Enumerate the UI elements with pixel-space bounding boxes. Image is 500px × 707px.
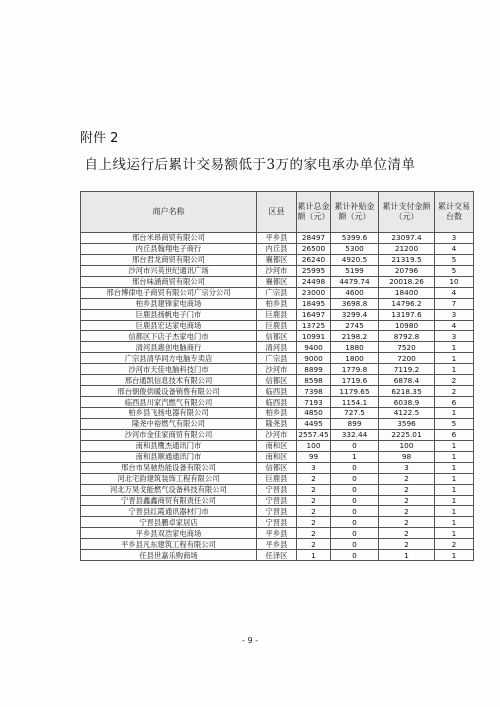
cell-subsidy-amount: 1 bbox=[331, 451, 379, 462]
cell-district: 南和区 bbox=[257, 440, 297, 451]
cell-total-amount: 2 bbox=[297, 517, 331, 528]
table-row bbox=[81, 495, 474, 506]
cell-paid-amount: 6038.9 bbox=[379, 397, 435, 408]
cell-subsidy-amount: 1880 bbox=[331, 342, 379, 353]
table-row bbox=[81, 342, 474, 353]
table-row bbox=[81, 462, 474, 473]
cell-district: 宁晋县 bbox=[257, 506, 297, 517]
cell-transaction-count: 1 bbox=[435, 495, 474, 506]
table-row bbox=[81, 397, 474, 408]
cell-paid-amount: 2 bbox=[379, 495, 435, 506]
cell-merchant-name: 沙河市金佳家商贸有限公司 bbox=[81, 429, 257, 440]
cell-total-amount: 18495 bbox=[297, 298, 331, 309]
cell-district: 襄都区 bbox=[257, 254, 297, 265]
cell-transaction-count: 4 bbox=[435, 320, 474, 331]
cell-merchant-name: 邢台君龙商贸有限公司 bbox=[81, 254, 257, 265]
table-row bbox=[81, 298, 474, 309]
cell-district: 广宗县 bbox=[257, 353, 297, 364]
table-row bbox=[81, 320, 474, 331]
cell-paid-amount: 18400 bbox=[379, 287, 435, 298]
cell-total-amount: 1 bbox=[297, 550, 331, 561]
cell-subsidy-amount: 0 bbox=[331, 462, 379, 473]
cell-subsidy-amount: 5399.6 bbox=[331, 233, 379, 244]
cell-merchant-name: 沙河市兴英世纪通讯广场 bbox=[81, 265, 257, 276]
cell-district: 信都区 bbox=[257, 462, 297, 473]
cell-total-amount: 2 bbox=[297, 473, 331, 484]
cell-transaction-count: 1 bbox=[435, 408, 474, 419]
table-row bbox=[81, 233, 474, 244]
header-paid-amount: 累计支付金额（元） bbox=[379, 192, 435, 233]
cell-paid-amount: 2 bbox=[379, 539, 435, 550]
cell-transaction-count: 2 bbox=[435, 386, 474, 397]
cell-transaction-count: 2 bbox=[435, 539, 474, 550]
cell-district: 平乡县 bbox=[257, 528, 297, 539]
cell-paid-amount: 2225.01 bbox=[379, 429, 435, 440]
cell-district: 任泽区 bbox=[257, 550, 297, 561]
table-row bbox=[81, 440, 474, 451]
table-row bbox=[81, 528, 474, 539]
cell-total-amount: 16497 bbox=[297, 309, 331, 320]
cell-paid-amount: 8792.8 bbox=[379, 331, 435, 342]
table-row bbox=[81, 309, 474, 320]
cell-total-amount: 2 bbox=[297, 495, 331, 506]
cell-paid-amount: 14796.2 bbox=[379, 298, 435, 309]
cell-district: 信都区 bbox=[257, 331, 297, 342]
cell-paid-amount: 2 bbox=[379, 517, 435, 528]
cell-transaction-count: 1 bbox=[435, 528, 474, 539]
table-row bbox=[81, 506, 474, 517]
table-row bbox=[81, 550, 474, 561]
cell-transaction-count: 3 bbox=[435, 309, 474, 320]
cell-merchant-name: 宁晋县鑫鑫商贸有限责任公司 bbox=[81, 495, 257, 506]
cell-merchant-name: 任县世嘉乐购商场 bbox=[81, 550, 257, 561]
cell-merchant-name: 邢台味涵商贸有限公司 bbox=[81, 276, 257, 287]
cell-total-amount: 24498 bbox=[297, 276, 331, 287]
cell-district: 宁晋县 bbox=[257, 495, 297, 506]
cell-transaction-count: 6 bbox=[435, 429, 474, 440]
cell-district: 巨鹿县 bbox=[257, 473, 297, 484]
cell-district: 隆尧县 bbox=[257, 418, 297, 429]
cell-paid-amount: 7119.2 bbox=[379, 364, 435, 375]
cell-paid-amount: 2 bbox=[379, 506, 435, 517]
cell-district: 沙河市 bbox=[257, 429, 297, 440]
cell-subsidy-amount: 1800 bbox=[331, 353, 379, 364]
cell-transaction-count: 4 bbox=[435, 243, 474, 254]
cell-transaction-count: 1 bbox=[435, 451, 474, 462]
cell-total-amount: 26240 bbox=[297, 254, 331, 265]
cell-merchant-name: 邢台博律电子商贸有限公司广宗分公司 bbox=[81, 287, 257, 298]
cell-district: 平乡县 bbox=[257, 233, 297, 244]
cell-total-amount: 100 bbox=[297, 440, 331, 451]
cell-transaction-count: 6 bbox=[435, 397, 474, 408]
cell-transaction-count: 1 bbox=[435, 484, 474, 495]
cell-district: 沙河市 bbox=[257, 265, 297, 276]
table-row bbox=[81, 517, 474, 528]
cell-paid-amount: 3596 bbox=[379, 418, 435, 429]
cell-paid-amount: 20796 bbox=[379, 265, 435, 276]
table-row bbox=[81, 418, 474, 429]
cell-subsidy-amount: 0 bbox=[331, 506, 379, 517]
table-header-row bbox=[81, 192, 474, 233]
cell-merchant-name: 南和县顺通通讯门市 bbox=[81, 451, 257, 462]
cell-merchant-name: 柏乡县飞扬电器有限公司 bbox=[81, 408, 257, 419]
cell-paid-amount: 7520 bbox=[379, 342, 435, 353]
table-row bbox=[81, 331, 474, 342]
cell-total-amount: 9400 bbox=[297, 342, 331, 353]
cell-merchant-name: 邢台朝俊供暖设备销售有限公司 bbox=[81, 386, 257, 397]
table-row bbox=[81, 484, 474, 495]
cell-subsidy-amount: 2198.2 bbox=[331, 331, 379, 342]
cell-paid-amount: 1 bbox=[379, 550, 435, 561]
table-row bbox=[81, 265, 474, 276]
cell-subsidy-amount: 1154.1 bbox=[331, 397, 379, 408]
cell-merchant-name: 平乡县凡东建筑工程有限公司 bbox=[81, 539, 257, 550]
cell-subsidy-amount: 1179.65 bbox=[331, 386, 379, 397]
cell-total-amount: 2 bbox=[297, 484, 331, 495]
cell-transaction-count: 5 bbox=[435, 418, 474, 429]
cell-district: 信都区 bbox=[257, 375, 297, 386]
cell-total-amount: 2 bbox=[297, 528, 331, 539]
cell-paid-amount: 6878.4 bbox=[379, 375, 435, 386]
cell-district: 柏乡县 bbox=[257, 408, 297, 419]
cell-district: 柏乡县 bbox=[257, 298, 297, 309]
cell-district: 襄都区 bbox=[257, 276, 297, 287]
table-row bbox=[81, 451, 474, 462]
cell-merchant-name: 隆尧中裕燃气有限公司 bbox=[81, 418, 257, 429]
cell-paid-amount: 4122.5 bbox=[379, 408, 435, 419]
cell-total-amount: 8899 bbox=[297, 364, 331, 375]
cell-total-amount: 10991 bbox=[297, 331, 331, 342]
cell-merchant-name: 沙河市天佳电脑科技门市 bbox=[81, 364, 257, 375]
cell-merchant-name: 邢台通凯信息技术有限公司 bbox=[81, 375, 257, 386]
cell-transaction-count: 4 bbox=[435, 287, 474, 298]
cell-merchant-name: 内丘县翰翔电子商行 bbox=[81, 243, 257, 254]
cell-subsidy-amount: 0 bbox=[331, 539, 379, 550]
cell-paid-amount: 98 bbox=[379, 451, 435, 462]
cell-district: 平乡县 bbox=[257, 539, 297, 550]
page-number: - 9 - bbox=[242, 636, 258, 645]
cell-paid-amount: 7200 bbox=[379, 353, 435, 364]
cell-subsidy-amount: 5300 bbox=[331, 243, 379, 254]
cell-paid-amount: 10980 bbox=[379, 320, 435, 331]
cell-paid-amount: 6218.35 bbox=[379, 386, 435, 397]
table-row bbox=[81, 473, 474, 484]
cell-merchant-name: 广宗县清华同方电脑专卖店 bbox=[81, 353, 257, 364]
cell-paid-amount: 23097.4 bbox=[379, 233, 435, 244]
cell-district: 南和区 bbox=[257, 451, 297, 462]
cell-transaction-count: 1 bbox=[435, 462, 474, 473]
table-body bbox=[81, 233, 474, 561]
cell-district: 巨鹿县 bbox=[257, 309, 297, 320]
header-total-amount: 累计总金额（元） bbox=[297, 192, 331, 233]
cell-subsidy-amount: 0 bbox=[331, 484, 379, 495]
cell-subsidy-amount: 4600 bbox=[331, 287, 379, 298]
cell-merchant-name: 信都区下店子杰家电门市 bbox=[81, 331, 257, 342]
merchant-table bbox=[80, 191, 474, 561]
cell-transaction-count: 10 bbox=[435, 276, 474, 287]
cell-paid-amount: 2 bbox=[379, 484, 435, 495]
table-row bbox=[81, 353, 474, 364]
cell-subsidy-amount: 3299.4 bbox=[331, 309, 379, 320]
table-row bbox=[81, 243, 474, 254]
cell-transaction-count: 5 bbox=[435, 265, 474, 276]
cell-merchant-name: 宁晋县红霞通讯器材门市 bbox=[81, 506, 257, 517]
cell-district: 宁晋县 bbox=[257, 484, 297, 495]
header-merchant-name: 商户名称 bbox=[81, 192, 257, 233]
cell-paid-amount: 20018.26 bbox=[379, 276, 435, 287]
cell-total-amount: 7398 bbox=[297, 386, 331, 397]
cell-total-amount: 4495 bbox=[297, 418, 331, 429]
cell-total-amount: 25995 bbox=[297, 265, 331, 276]
cell-transaction-count: 1 bbox=[435, 550, 474, 561]
cell-transaction-count: 1 bbox=[435, 353, 474, 364]
cell-paid-amount: 2 bbox=[379, 528, 435, 539]
cell-subsidy-amount: 4920.5 bbox=[331, 254, 379, 265]
cell-district: 内丘县 bbox=[257, 243, 297, 254]
cell-total-amount: 26500 bbox=[297, 243, 331, 254]
cell-subsidy-amount: 4479.74 bbox=[331, 276, 379, 287]
cell-transaction-count: 1 bbox=[435, 473, 474, 484]
cell-subsidy-amount: 0 bbox=[331, 528, 379, 539]
cell-transaction-count: 7 bbox=[435, 298, 474, 309]
cell-district: 沙河市 bbox=[257, 364, 297, 375]
cell-paid-amount: 100 bbox=[379, 440, 435, 451]
cell-total-amount: 2 bbox=[297, 539, 331, 550]
cell-total-amount: 4850 bbox=[297, 408, 331, 419]
cell-total-amount: 2 bbox=[297, 506, 331, 517]
cell-district: 临西县 bbox=[257, 397, 297, 408]
cell-merchant-name: 南和县鹰杰通讯门市 bbox=[81, 440, 257, 451]
header-district: 区县 bbox=[257, 192, 297, 233]
table-row bbox=[81, 408, 474, 419]
table-row bbox=[81, 539, 474, 550]
cell-subsidy-amount: 1719.6 bbox=[331, 375, 379, 386]
cell-total-amount: 13725 bbox=[297, 320, 331, 331]
cell-total-amount: 9000 bbox=[297, 353, 331, 364]
cell-subsidy-amount: 2745 bbox=[331, 320, 379, 331]
cell-transaction-count: 1 bbox=[435, 517, 474, 528]
cell-district: 广宗县 bbox=[257, 287, 297, 298]
cell-district: 临西县 bbox=[257, 386, 297, 397]
cell-paid-amount: 3 bbox=[379, 462, 435, 473]
cell-paid-amount: 2 bbox=[379, 473, 435, 484]
cell-subsidy-amount: 1779.8 bbox=[331, 364, 379, 375]
cell-merchant-name: 河北万昊戈能燃气设备科技有限公司 bbox=[81, 484, 257, 495]
cell-transaction-count: 1 bbox=[435, 364, 474, 375]
cell-subsidy-amount: 0 bbox=[331, 440, 379, 451]
cell-subsidy-amount: 3698.8 bbox=[331, 298, 379, 309]
cell-merchant-name: 临西县川家汽燃气有限公司 bbox=[81, 397, 257, 408]
cell-total-amount: 2557.45 bbox=[298, 430, 329, 440]
cell-transaction-count: 3 bbox=[435, 233, 474, 244]
table-row bbox=[81, 254, 474, 265]
cell-paid-amount: 21200 bbox=[379, 243, 435, 254]
cell-transaction-count: 2 bbox=[435, 375, 474, 386]
cell-paid-amount: 21319.5 bbox=[379, 254, 435, 265]
attachment-label: 附件 2 bbox=[80, 131, 119, 146]
cell-total-amount: 99 bbox=[297, 451, 331, 462]
header-subsidy-amount: 累计补贴金额（元） bbox=[331, 192, 379, 233]
header-transaction-count: 累计交易台数 bbox=[435, 192, 474, 233]
cell-merchant-name: 清河县惠创电脑商行 bbox=[81, 342, 257, 353]
cell-transaction-count: 5 bbox=[435, 254, 474, 265]
table-row bbox=[81, 375, 474, 386]
cell-total-amount: 8598 bbox=[297, 375, 331, 386]
table-row bbox=[81, 287, 474, 298]
cell-subsidy-amount: 332.44 bbox=[331, 429, 379, 440]
cell-total-amount: 7193 bbox=[297, 397, 331, 408]
cell-total-amount: 28497 bbox=[297, 233, 331, 244]
document-title: 自上线运行后累计交易额低于3万的家电承办单位清单 bbox=[84, 157, 416, 173]
cell-merchant-name: 巨鹿县扬帆电子门市 bbox=[81, 309, 257, 320]
cell-transaction-count: 1 bbox=[435, 342, 474, 353]
cell-total-amount: 23000 bbox=[297, 287, 331, 298]
cell-total-amount: 3 bbox=[297, 462, 331, 473]
table-row bbox=[81, 276, 474, 287]
cell-merchant-name: 河北宅韵建筑装饰工程有限公司 bbox=[81, 473, 257, 484]
cell-subsidy-amount: 0 bbox=[331, 473, 379, 484]
cell-merchant-name: 邢台市昊驰热能设备有限公司 bbox=[81, 462, 257, 473]
table-row bbox=[81, 364, 474, 375]
cell-subsidy-amount: 727.5 bbox=[331, 408, 379, 419]
cell-district: 宁晋县 bbox=[257, 517, 297, 528]
cell-transaction-count: 1 bbox=[435, 506, 474, 517]
cell-merchant-name: 邢台米昂商贸有限公司 bbox=[81, 233, 257, 244]
cell-subsidy-amount: 899 bbox=[331, 418, 379, 429]
cell-paid-amount: 13197.6 bbox=[379, 309, 435, 320]
cell-district: 清河县 bbox=[257, 342, 297, 353]
cell-merchant-name: 巨鹿县宏达家电商场 bbox=[81, 320, 257, 331]
cell-merchant-name: 宁晋县鹏卓家居店 bbox=[81, 517, 257, 528]
cell-district: 巨鹿县 bbox=[257, 320, 297, 331]
cell-subsidy-amount: 0 bbox=[331, 495, 379, 506]
cell-transaction-count: 1 bbox=[435, 440, 474, 451]
cell-subsidy-amount: 5199 bbox=[331, 265, 379, 276]
cell-transaction-count: 3 bbox=[435, 331, 474, 342]
table-row bbox=[81, 429, 474, 440]
cell-subsidy-amount: 0 bbox=[331, 517, 379, 528]
cell-merchant-name: 平乡县双浩家电商场 bbox=[81, 528, 257, 539]
cell-merchant-name: 柏乡县建锋家电商场 bbox=[81, 298, 257, 309]
table-row bbox=[81, 386, 474, 397]
cell-subsidy-amount: 0 bbox=[331, 550, 379, 561]
